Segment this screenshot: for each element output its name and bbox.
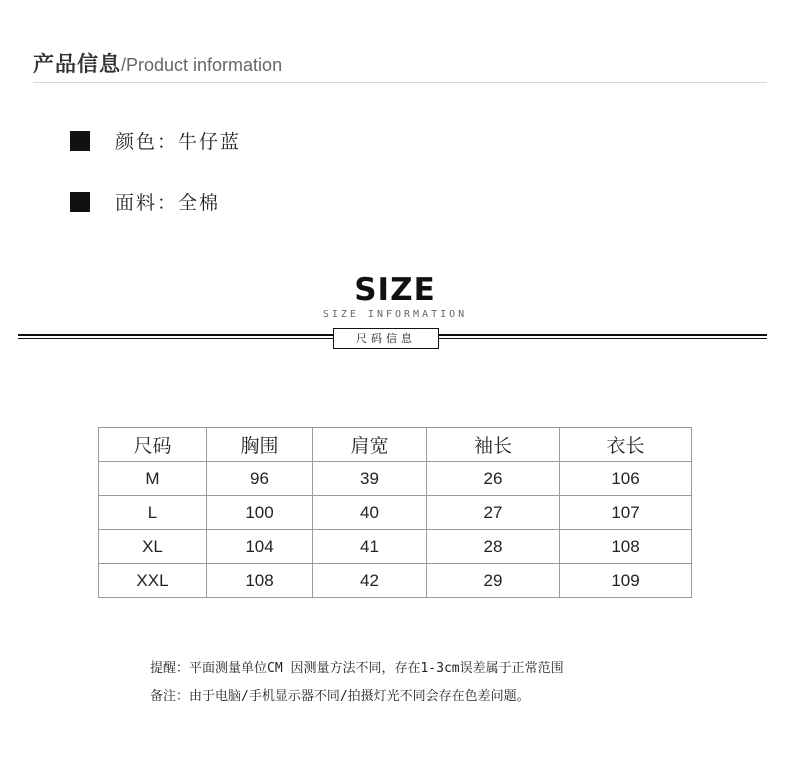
table-cell: 42 [313,564,427,598]
size-title: SIZE [354,272,436,308]
product-info-heading [33,48,282,78]
table-cell: 108 [207,564,313,598]
attribute-fabric [70,188,220,215]
table-cell: M [99,462,207,496]
color-difference-remark: 备注：由于电脑/手机显示器不同/拍摄灯光不同会存在色差问题。 [150,689,530,704]
product-info-title-en: /Product information [121,55,283,75]
table-cell: 109 [560,564,692,598]
table-cell: 28 [427,530,560,564]
table-cell: 106 [560,462,692,496]
attribute-color [70,127,241,154]
table-cell: 107 [560,496,692,530]
size-table [98,427,692,598]
table-row [99,496,692,530]
table-cell: 104 [207,530,313,564]
table-header-row [99,428,692,462]
table-row [99,564,692,598]
table-cell: XXL [99,564,207,598]
table-cell: 26 [427,462,560,496]
product-info-title-cn: 产品信息 [33,52,121,76]
measurement-reminder: 提醒：平面测量单位CM 因测量方法不同，存在1-3cm误差属于正常范围 [150,661,564,676]
column-header-shoulder: 肩宽 [313,428,427,462]
table-cell: 100 [207,496,313,530]
column-header-size: 尺码 [99,428,207,462]
attribute-color-label: 颜色：牛仔蓝 [115,131,242,153]
table-cell: 96 [207,462,313,496]
column-header-chest: 胸围 [207,428,313,462]
table-cell: L [99,496,207,530]
table-cell: 41 [313,530,427,564]
table-row [99,530,692,564]
table-cell: XL [99,530,207,564]
size-info-tag: 尺码信息 [333,328,439,349]
column-header-length: 衣长 [560,428,692,462]
bullet-square-icon [70,131,90,151]
table-cell: 29 [427,564,560,598]
table-row [99,462,692,496]
header-divider [33,82,767,83]
size-subtitle: SIZE INFORMATION [322,309,468,320]
column-header-sleeve: 袖长 [427,428,560,462]
attribute-fabric-label: 面料：全棉 [115,192,221,214]
bullet-square-icon [70,192,90,212]
table-cell: 27 [427,496,560,530]
table-cell: 39 [313,462,427,496]
table-cell: 40 [313,496,427,530]
table-cell: 108 [560,530,692,564]
